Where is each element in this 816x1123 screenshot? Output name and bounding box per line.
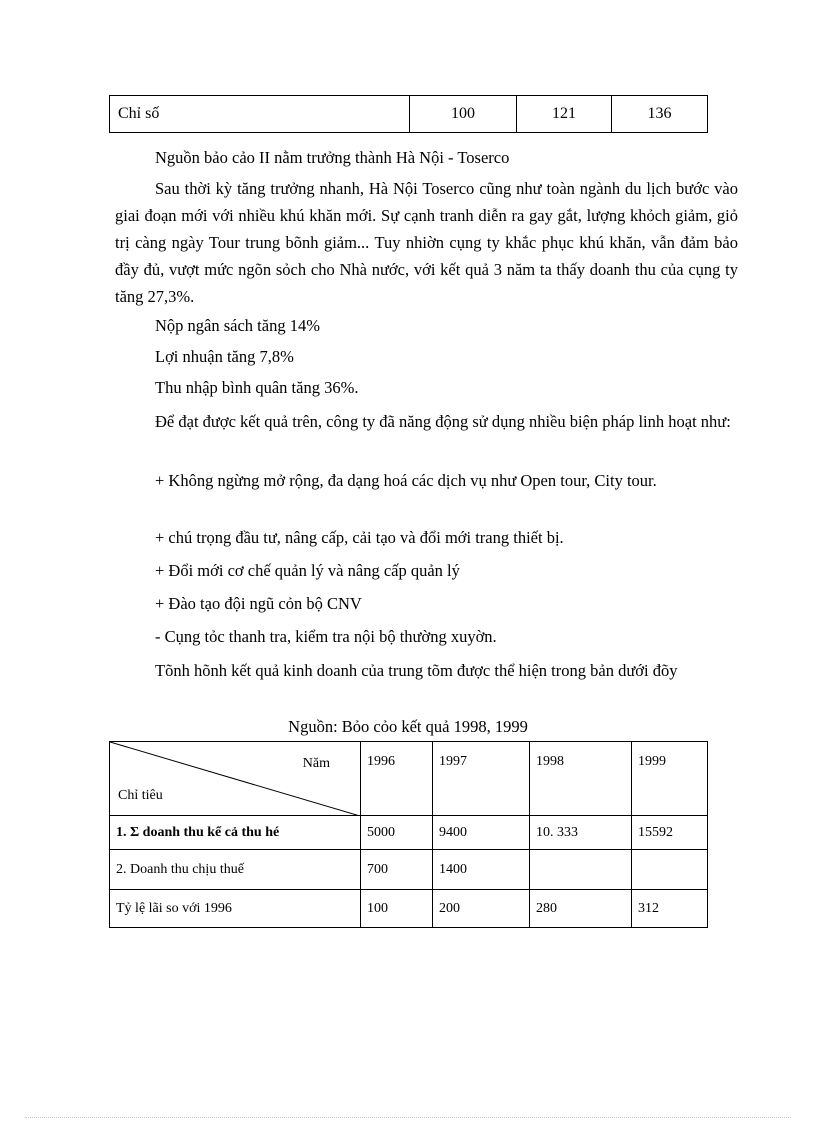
line-invest: + chú trọng đầu tư, nâng cấp, cải tạo và đổi mới trang thiết bị. xyxy=(155,528,564,547)
line-manage: + Đổi mới cơ chế quản lý và nâng cấp quản lý xyxy=(155,561,460,580)
table-cell: 15592 xyxy=(632,816,708,850)
table-caption: Nguồn: Bỏo cỏo kết quả 1998, 1999 xyxy=(288,717,528,736)
line-train: + Đào tạo đội ngũ cỏn bộ CNV xyxy=(155,594,362,613)
table-cell: 280 xyxy=(530,890,632,928)
source-note-1: Nguồn bảo cảo II nằm trưởng thành Hà Nội - Toserco xyxy=(155,148,510,167)
table-cell: 700 xyxy=(361,850,433,890)
header-indicator-label: Chỉ tiêu xyxy=(118,788,163,803)
diagonal-line xyxy=(110,742,360,816)
row-label: 1. Σ doanh thu kể cả thu hé xyxy=(110,816,361,850)
index-label: Chỉ số xyxy=(110,96,410,133)
index-value-3: 136 xyxy=(612,96,708,133)
table-cell xyxy=(632,850,708,890)
paragraph-measures: Để đạt được kết quả trên, công ty đã năng động sử dụng nhiều biện pháp linh hoạt như: xyxy=(155,412,731,431)
index-value-1: 100 xyxy=(410,96,517,133)
table-cell: 1400 xyxy=(433,850,530,890)
table-cell: 200 xyxy=(433,890,530,928)
table-cell: 9400 xyxy=(433,816,530,850)
index-table xyxy=(109,95,708,133)
line-budget: Nộp ngân sách tăng 14% xyxy=(155,316,320,335)
year-header: 1998 xyxy=(530,742,632,816)
year-header: 1997 xyxy=(433,742,530,816)
table-cell xyxy=(530,850,632,890)
paragraph-performance: Sau thời kỳ tăng trưởng nhanh, Hà Nội Toserco cũng như toàn ngành du lịch bước vào giai đoạn mới với nhiều khú khăn mới. Sự cạnh tranh diễn ra gay gắt, lượng khỏch giảm, giỏ trị càng ngày Tour trung bõnh giảm... Tuy nhiờn cụng ty khắc phục khú khăn, vẫn đảm bảo đầy đủ, vượt mức ngõn sỏch cho Nhà nước, với kết quả 3 năm ta thấy doanh thu của cụng ty tăng 27,3%. xyxy=(115,179,738,306)
table-cell: 100 xyxy=(361,890,433,928)
table-row xyxy=(110,890,708,928)
paragraph-expand-services: + Không ngừng mở rộng, đa dạng hoá các dịch vụ như Open tour, City tour. xyxy=(155,471,657,490)
year-header: 1996 xyxy=(361,742,433,816)
year-header: 1999 xyxy=(632,742,708,816)
index-value-2: 121 xyxy=(517,96,612,133)
row-label: Tỷ lệ lãi so với 1996 xyxy=(110,890,361,928)
table-row xyxy=(110,96,708,133)
line-profit: Lợi nhuận tăng 7,8% xyxy=(155,347,294,366)
header-year-label: Năm xyxy=(302,756,330,771)
diagonal-header-cell xyxy=(110,742,361,816)
paragraph-results-intro: Tõnh hõnh kết quả kinh doanh của trung tõm được thể hiện trong bản dưới đõy xyxy=(155,661,678,680)
table-cell: 312 xyxy=(632,890,708,928)
table-header-row xyxy=(110,742,708,816)
row-label: 2. Doanh thu chịu thuế xyxy=(110,850,361,890)
page-bottom-divider xyxy=(25,1117,791,1118)
table-row xyxy=(110,816,708,850)
line-inspect: - Cụng tỏc thanh tra, kiểm tra nội bộ thường xuyờn. xyxy=(155,627,497,646)
table-cell: 10. 333 xyxy=(530,816,632,850)
line-income: Thu nhập bình quân tăng 36%. xyxy=(155,378,359,397)
results-table xyxy=(109,741,708,928)
table-cell: 5000 xyxy=(361,816,433,850)
table-row xyxy=(110,850,708,890)
